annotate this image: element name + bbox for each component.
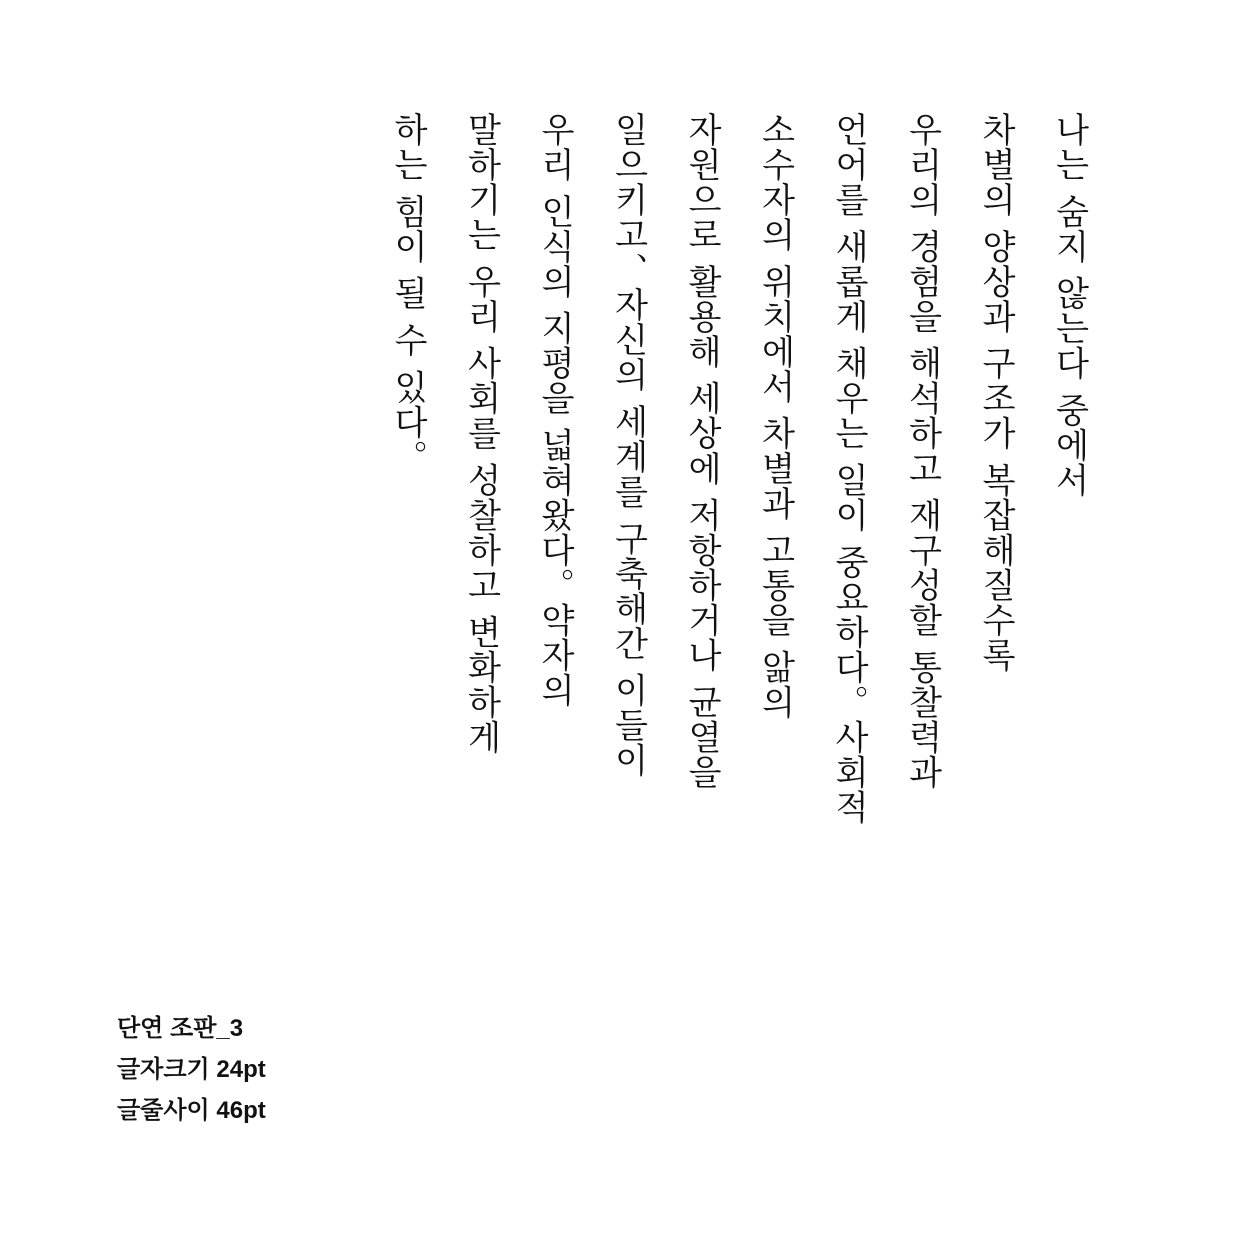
typesetting-caption xyxy=(117,1008,266,1131)
text-line-2: 차별의 양상과 구조가 복잡해질수록 xyxy=(975,112,1016,673)
vertical-text-block xyxy=(387,112,1105,892)
text-line-4: 언어를 새롭게 채우는 일이 중요하다。사회적 xyxy=(828,112,869,825)
caption-font-size: 글자크기 24pt xyxy=(117,1056,266,1083)
text-line-6: 자원으로 활용해 세상에 저항하거나 균열을 xyxy=(681,112,722,790)
text-line-3: 우리의 경험을 해석하고 재구성할 통찰력과 xyxy=(902,112,942,790)
text-line-9: 말하기는 우리 사회를 성찰하고 변화하게 xyxy=(461,112,501,755)
text-line-10: 하는 힘이 될 수 있다。 xyxy=(387,112,428,475)
caption-title: 단연 조판_3 xyxy=(117,1015,244,1042)
caption-line-spacing: 글줄사이 46pt xyxy=(117,1097,266,1124)
text-line-8: 우리 인식의 지평을 넓혀왔다。약자의 xyxy=(534,112,575,708)
text-line-5: 소수자의 위치에서 차별과 고통을 앎의 xyxy=(755,112,795,720)
text-line-1: 나는 숨지 않는다 중에서 xyxy=(1049,112,1089,498)
text-line-7: 일으키고、자신의 세계를 구축해간 이들이 xyxy=(608,112,648,778)
